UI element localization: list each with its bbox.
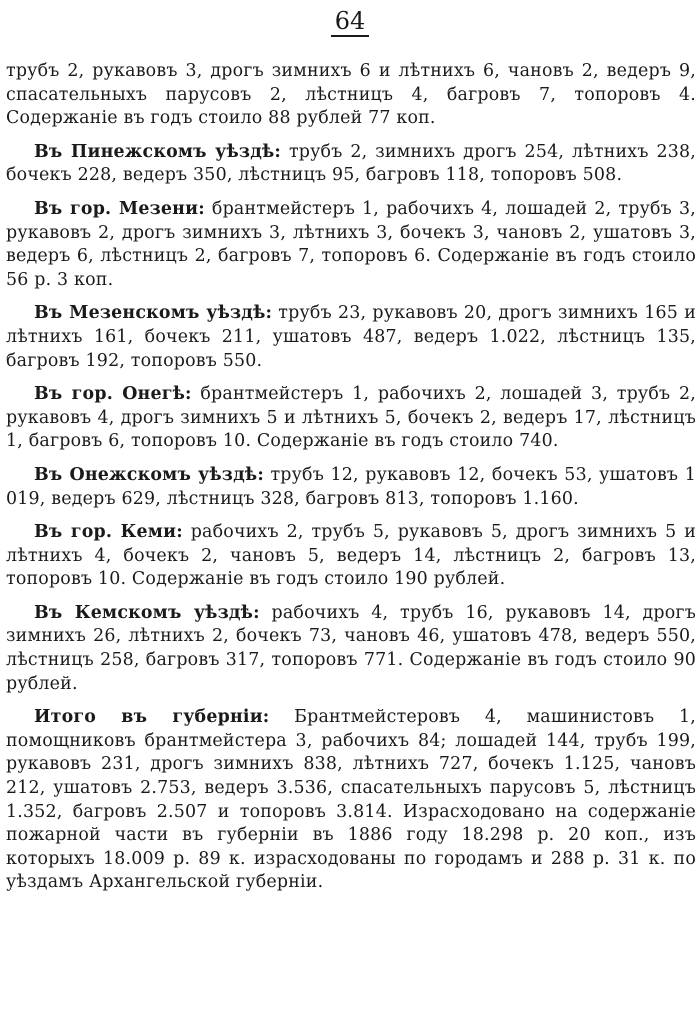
section-text: трубъ 23, рукавовъ 20, дрогъ зимнихъ 165 и лѣтнихъ 161, бочекъ 211, ушатовъ 487, ведеръ 1.022, лѣстницъ 135, багровъ 192, топоровъ 550. xyxy=(6,303,696,371)
section-heading: Въ гор. Кеми: xyxy=(34,522,183,543)
section-text: трубъ 12, рукавовъ 12, бочекъ 53, ушатовъ 1 019, ведеръ 629, лѣстницъ 328, багровъ 813, топоровъ 1.160. xyxy=(6,464,696,509)
section-heading: Въ гор. Онегѣ: xyxy=(34,384,192,405)
section-text: рабочихъ 2, трубъ 5, рукавовъ 5, дрогъ зимнихъ 5 и лѣтнихъ 4, бочекъ 2, чановъ 5, ведеръ 14, лѣстницъ 2, багровъ 13, топоровъ 10. Содержаніе въ годъ стоило 190 рублей. xyxy=(6,522,696,590)
section-mezen-district xyxy=(6,302,696,373)
paragraph-continuation xyxy=(6,60,696,131)
section-onega-town xyxy=(6,383,696,454)
section-text: рабочихъ 4, трубъ 16, рукавовъ 14, дрогъ зимнихъ 26, лѣтнихъ 2, бочекъ 73, чановъ 46, ушатовъ 478, ведеръ 550, лѣстницъ 258, багровъ 317, топоровъ 771. Содержаніе въ годъ стоило 90 рублей. xyxy=(6,602,696,694)
section-text: брантмейстеръ 1, рабочихъ 2, лошадей 3, трубъ 2, рукавовъ 4, дрогъ зимнихъ 5 и лѣтнихъ 5, бочекъ 2, ведеръ 17, лѣстницъ 1, багровъ 6, топоровъ 10. Содержаніе въ годъ стоило 740. xyxy=(6,384,696,452)
section-heading: Итого въ губерніи: xyxy=(34,707,270,728)
section-heading: Въ Мезенскомъ уѣздѣ: xyxy=(34,303,273,324)
page-body xyxy=(6,60,696,895)
section-heading: Въ Кемскомъ уѣздѣ: xyxy=(34,602,260,623)
section-heading: Въ Пинежскомъ уѣздѣ: xyxy=(34,141,282,162)
section-text: брантмейстеръ 1, рабочихъ 4, лошадей 2, трубъ 3, рукавовъ 2, дрогъ зимнихъ 3, лѣтнихъ 3, бочекъ 3, чановъ 2, ушатовъ 3, ведеръ 6, лѣстницъ 2, багровъ 7, топоровъ 6. Содержаніе въ годъ стоило 56 р. 3 коп. xyxy=(6,198,696,290)
section-province-total xyxy=(6,706,696,895)
section-mezen-town xyxy=(6,198,696,292)
section-heading: Въ Онежскомъ уѣздѣ: xyxy=(34,464,264,485)
section-kem-town xyxy=(6,521,696,592)
section-text: Брантмейстеровъ 4, машинистовъ 1, помощниковъ брантмейстера 3, рабочихъ 84; лошадей 144, трубъ 199, рукавовъ 231, дрогъ зимнихъ 838, лѣтнихъ 727, бочекъ 1.125, чановъ 212, ушатовъ 2.753, ведеръ 3.536, спасательныхъ парусовъ 5, лѣстницъ 1.352, багровъ 2.507 и топоровъ 3.814. Израсходовано на содержаніе пожарной части въ губерніи въ 1886 году 18.298 р. 20 коп., изъ которыхъ 18.009 р. 89 к. израсходованы по городамъ и 288 р. 31 к. по уѣздамъ Архангельской губерніи. xyxy=(6,707,696,893)
paragraph-text: трубъ 2, рукавовъ 3, дрогъ зимнихъ 6 и лѣтнихъ 6, чановъ 2, ведеръ 9, спасательныхъ парусовъ 2, лѣстницъ 4, багровъ 7, топоровъ 4. Содержаніе въ годъ стоило 88 рублей 77 коп. xyxy=(6,61,696,129)
section-kem-district xyxy=(6,602,696,696)
section-pinega-district xyxy=(6,141,696,188)
page-number: 64 xyxy=(0,6,700,36)
section-text: трубъ 2, зимнихъ дрогъ 254, лѣтнихъ 238, бочекъ 228, ведеръ 350, лѣстницъ 95, багровъ 118, топоровъ 508. xyxy=(6,141,696,186)
section-heading: Въ гор. Мезени: xyxy=(34,198,205,219)
section-onega-district xyxy=(6,464,696,511)
